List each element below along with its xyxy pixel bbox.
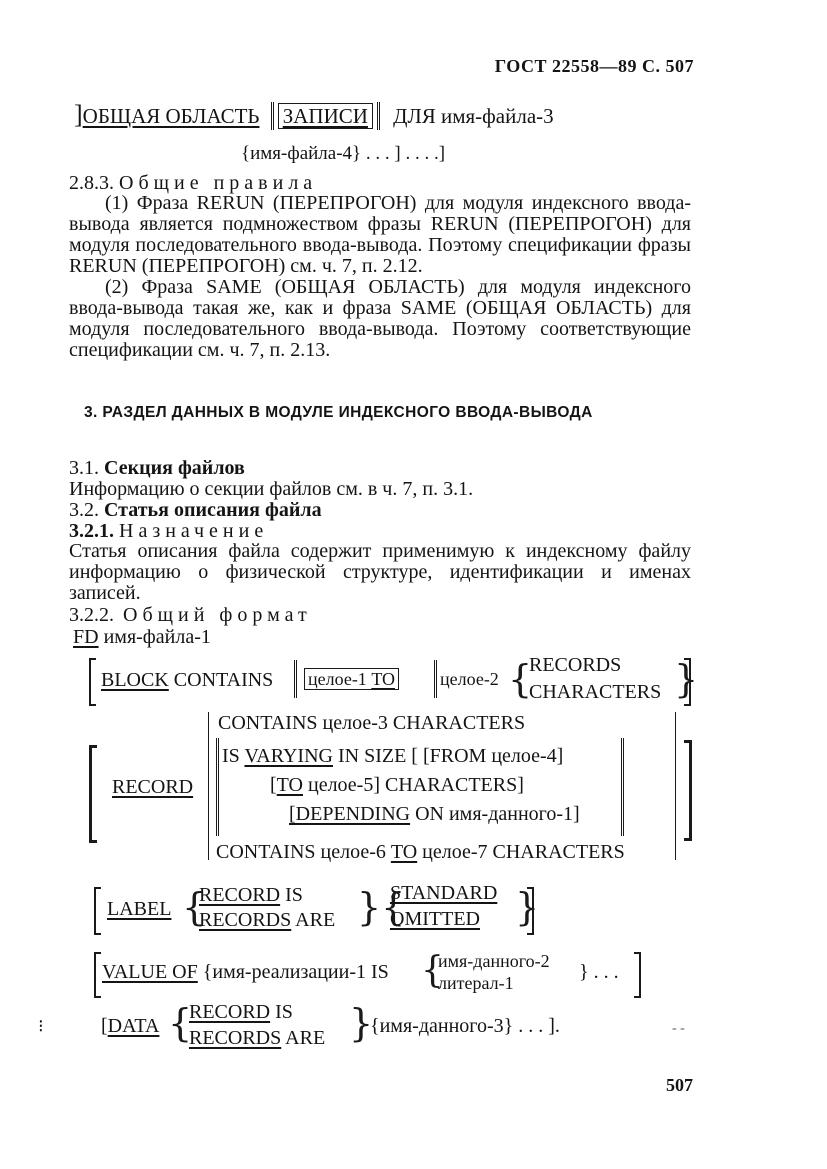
label-keyword: LABEL <box>107 898 172 920</box>
heading-3-2-2: 3.2.2. Общий формат <box>69 604 312 626</box>
data-keyword: [DATA <box>101 1015 160 1037</box>
value-clause-close-bracket <box>634 952 641 998</box>
label-option-omitted: OMITTED <box>390 908 480 930</box>
record-choice-brace-right <box>675 712 676 860</box>
value-of-line: VALUE OF {имя-реализации-1 IS <box>102 961 389 983</box>
value-brace-left: { <box>421 950 444 991</box>
text-3-2-1: Статья описания файла содержит применимую к индексному файлу информацию о физической структуре, идентификации и именах записей. <box>69 540 691 604</box>
record-clause-close-bracket <box>684 740 692 841</box>
heading-3-1: 3.1. Секция файлов <box>69 457 245 479</box>
record-keyword: RECORD <box>112 776 194 798</box>
record-option-contains-range: CONTAINS целое-6 TO целое-7 CHARACTERS <box>216 841 625 863</box>
block-clause-close-bracket <box>684 658 691 706</box>
label-option-records-are: RECORDS ARE <box>199 909 336 931</box>
value-option-name2: имя-данного-2 <box>438 951 550 971</box>
label-brace-mid: }{ <box>357 885 406 929</box>
label-option-standard: STANDARD <box>390 882 498 904</box>
record-clause-open-bracket <box>89 745 97 843</box>
format-same-area-line: ]ОБЩАЯ ОБЛАСТЬ ЗАПИСИ ДЛЯ имя-файла-3 <box>74 100 554 129</box>
format-keyword-common-area: ОБЩАЯ ОБЛАСТЬ <box>82 104 260 128</box>
block-clause-open-bracket <box>89 658 96 706</box>
margin-mark: ⁝ <box>38 1016 44 1036</box>
label-clause-open-bracket <box>94 887 101 935</box>
label-brace-right: } <box>515 885 540 929</box>
data-option-record-is: RECORD IS <box>189 1001 293 1023</box>
format-fd-line: FD имя-файла-1 <box>73 626 211 648</box>
varying-line-2: [TO целое-5] CHARACTERS] <box>270 774 524 796</box>
text-3-1: Информацию о секции файлов см. в ч. 7, п. 3.1. <box>69 478 474 500</box>
paragraph-same: (2) Фраза SAME (ОБЩАЯ ОБЛАСТЬ) для модуля индексного ввода-вывода такая же, как и фраза SAME (ОБЩАЯ ОБЛАСТЬ) для модуля последовательного ввода-вывода. Поэтому соответствующие спецификации см. ч. 7, п. 2.13. <box>69 276 691 361</box>
record-option-contains: CONTAINS целое-3 CHARACTERS <box>218 712 526 734</box>
record-choice-brace-left <box>208 712 209 860</box>
int1-to-option: целое-1 TO <box>304 669 399 690</box>
data-brace-left: { <box>168 1001 193 1045</box>
format-file4-line: {имя-файла-4} . . . ] . . . .] <box>241 143 446 164</box>
heading-3-2-1: 3.2.1. Назначение <box>69 520 269 542</box>
page-number: 507 <box>666 1075 693 1095</box>
data-option-records-are: RECORDS ARE <box>189 1027 326 1049</box>
block-brace-left: { <box>508 657 533 701</box>
running-header: ГОСТ 22558—89 С. 507 <box>494 56 694 76</box>
value-option-literal1: литерал-1 <box>438 973 514 993</box>
data-brace-right: } <box>349 1001 374 1045</box>
label-option-record-is: RECORD IS <box>199 884 303 906</box>
section-title-3: 3. РАЗДЕЛ ДАННЫХ В МОДУЛЕ ИНДЕКСНОГО ВВОДА-ВЫВОДА <box>84 404 593 421</box>
label-clause-close-bracket <box>527 887 534 935</box>
value-ellipsis: } . . . <box>579 961 619 983</box>
block-clause: BLOCK CONTAINS <box>101 669 274 691</box>
varying-line-3: [DEPENDING ON имя-данного-1] <box>289 803 580 825</box>
margin-dash: - - <box>672 1021 685 1036</box>
block-brace-right: } <box>674 657 699 701</box>
int2-label: целое-2 <box>440 669 499 689</box>
format-for-file3: ДЛЯ имя-файла-3 <box>393 104 554 128</box>
paragraph-rerun: (1) Фраза RERUN (ПЕРЕПРОГОН) для модуля индексного ввода-вывода является подмножеством фразы RERUN (ПЕРЕПРОГОН) для модуля последовательного ввода-вывода. Поэтому спецификации фразы RERUN (ПЕРЕПРОГОН) см. ч. 7, п. 2.12. <box>69 192 691 277</box>
format-keyword-records: ЗАПИСИ <box>282 104 368 128</box>
heading-3-2: 3.2. Статья описания файла <box>69 499 322 521</box>
data-name3: {имя-данного-3} . . . ]. <box>370 1015 560 1037</box>
label-brace-left: { <box>182 885 207 929</box>
section-heading-2-8-3: 2.8.3. Общие правила <box>69 172 318 194</box>
block-option-records: RECORDS <box>529 654 622 676</box>
value-clause-open-bracket <box>94 952 101 998</box>
varying-line-1: IS VARYING IN SIZE [ [FROM целое-4] <box>222 745 564 767</box>
block-option-characters: CHARACTERS <box>529 681 662 703</box>
